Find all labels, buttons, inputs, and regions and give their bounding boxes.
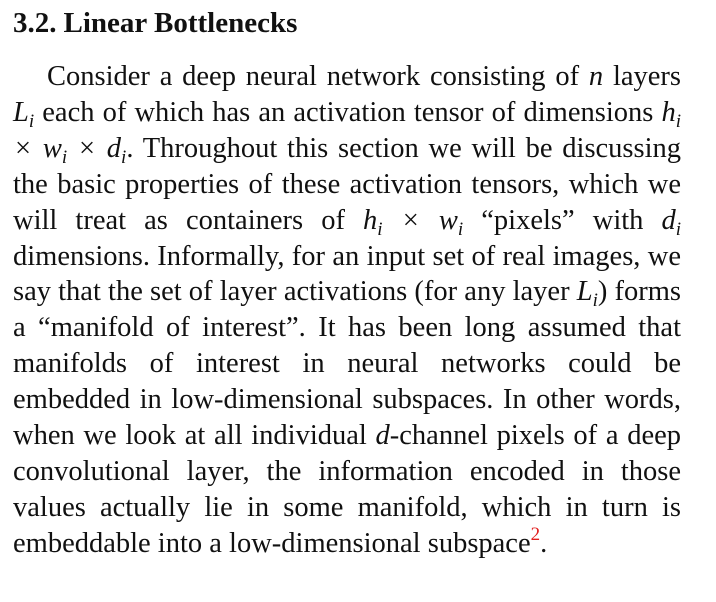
paragraph-text: Consider a deep neural network consisting of [47,61,589,92]
paragraph-text: -channel pixels of a deep convolutional layer, the information encoded in those values actually lie in some manifold, which in turn is embeddable into a low-dimensional subspace [13,420,681,559]
math-subscript: i [377,218,383,240]
paragraph-text: “pixels” with [463,204,662,236]
math-times: × [402,204,419,236]
paragraph-text: ) forms a “manifold of interest”. It has been long assumed that manifolds of interest in neural networks could be embedded in low-dimensional subspaces. In other words, when we look at all individual [13,276,681,452]
math-subscript: i [675,218,682,240]
paragraph-text: dimensions. Informally, for an input set of real images, we say that the set of layer activations (for any layer [13,240,681,308]
math-L: L [13,96,29,128]
math-w: w [438,204,458,236]
math-h: h [363,204,378,236]
math-times: × [78,132,96,164]
math-subscript: i [61,146,68,168]
body-paragraph [13,59,681,562]
math-times: × [15,132,32,164]
math-d: d [661,204,676,236]
section-number: 3.2. [13,7,57,39]
paragraph-text: layers [603,61,681,92]
math-w: w [42,132,62,164]
math-d: d [106,132,122,164]
math-L: L [576,276,593,308]
math-subscript: i [592,290,598,312]
paragraph-text: . Throughout this section we will be discussing the basic properties of these activation tensors, which we will treat as containers of [13,132,682,236]
math-n: n [588,61,604,92]
math-subscript: i [28,110,35,132]
math-d: d [375,420,390,452]
math-h: h [661,96,676,128]
math-subscript: i [675,110,681,132]
paragraph-text: . [540,527,548,559]
footnote-link[interactable]: 2 [530,523,541,545]
section-heading [13,4,297,42]
math-subscript: i [121,146,127,168]
section-title: Linear Bottlenecks [63,7,298,39]
math-subscript: i [457,218,464,240]
paragraph-text: each of which has an activation tensor of dimensions [34,96,662,128]
